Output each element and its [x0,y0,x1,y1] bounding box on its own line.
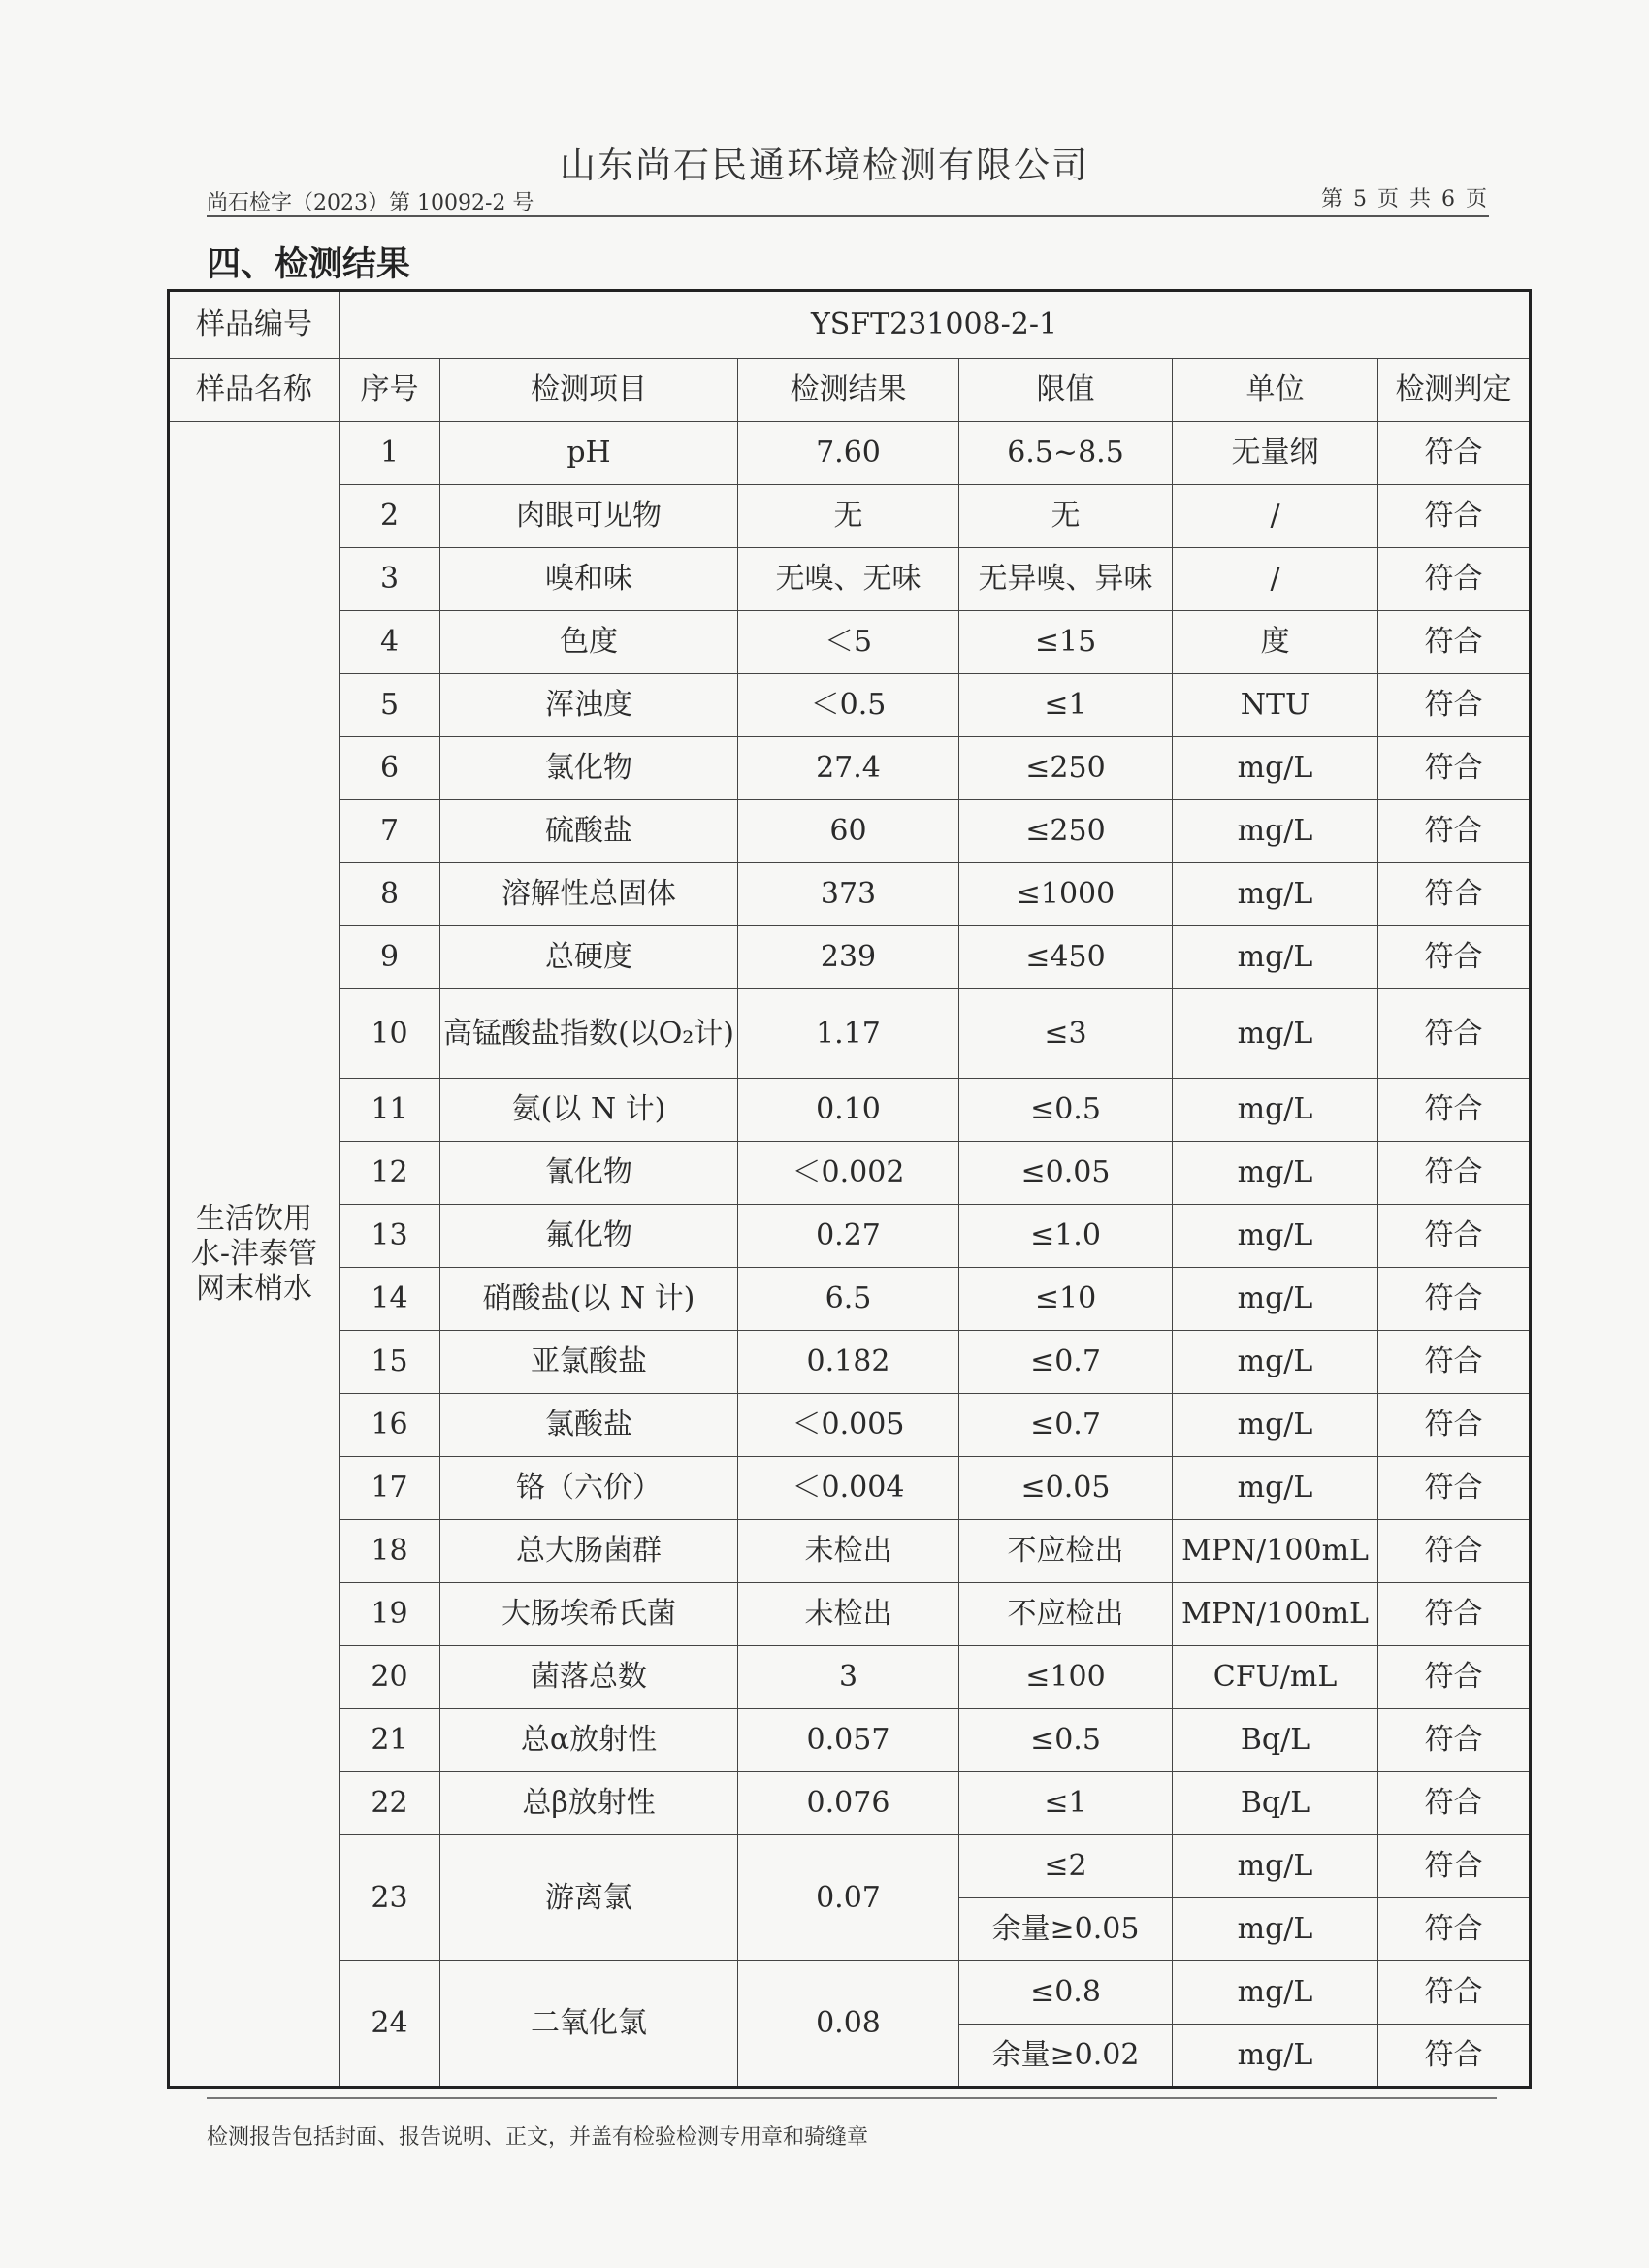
limit-value: ≤0.5 [959,1709,1173,1772]
results-table [167,289,1532,2089]
verdict: 符合 [1378,1079,1531,1142]
limit-value: ≤0.5 [959,1079,1173,1142]
limit-value: ≤0.7 [959,1394,1173,1457]
row-number: 20 [340,1646,440,1709]
sample-name-text: 生活饮用水-沣泰管网末梢水 [190,1201,318,1306]
row-number: 2 [340,485,440,548]
table-row [169,1709,1531,1772]
verdict: 符合 [1378,1709,1531,1772]
row-number: 23 [340,1835,440,1961]
test-result: 0.07 [738,1835,959,1961]
table-row [169,1772,1531,1835]
test-result: 6.5 [738,1268,959,1331]
test-result: ＜0.005 [738,1394,959,1457]
test-item: 嗅和味 [440,548,738,611]
sample-id-value: YSFT231008-2-1 [340,291,1531,359]
table-row [169,1079,1531,1142]
row-number: 7 [340,800,440,863]
test-item: 氰化物 [440,1142,738,1205]
test-item: 硝酸盐(以 N 计) [440,1268,738,1331]
verdict: 符合 [1378,926,1531,989]
limit-value: ≤1 [959,674,1173,737]
column-header: 检测结果 [738,359,959,422]
verdict: 符合 [1378,674,1531,737]
row-number: 12 [340,1142,440,1205]
unit: mg/L [1173,1079,1378,1142]
sample-id-row [169,291,1531,359]
test-result: ＜5 [738,611,959,674]
limit-value: ≤250 [959,800,1173,863]
table-row [169,548,1531,611]
unit: mg/L [1173,1142,1378,1205]
unit: mg/L [1173,2025,1378,2088]
verdict: 符合 [1378,1205,1531,1268]
test-item: 氨(以 N 计) [440,1079,738,1142]
row-number: 11 [340,1079,440,1142]
unit: mg/L [1173,1268,1378,1331]
test-result: 0.076 [738,1772,959,1835]
test-result: 0.057 [738,1709,959,1772]
limit-value: ≤0.05 [959,1457,1173,1520]
unit: / [1173,485,1378,548]
verdict: 符合 [1378,485,1531,548]
unit: mg/L [1173,863,1378,926]
test-item: 二氧化氯 [440,1961,738,2088]
unit: CFU/mL [1173,1646,1378,1709]
limit-value: ≤250 [959,737,1173,800]
row-number: 13 [340,1205,440,1268]
row-number: 3 [340,548,440,611]
row-number: 17 [340,1457,440,1520]
verdict: 符合 [1378,800,1531,863]
row-number: 8 [340,863,440,926]
unit: MPN/100mL [1173,1520,1378,1583]
verdict: 符合 [1378,1772,1531,1835]
unit: Bq/L [1173,1772,1378,1835]
test-result: 无 [738,485,959,548]
table-row [169,611,1531,674]
test-result: 未检出 [738,1520,959,1583]
footer-divider [207,2097,1497,2099]
column-header: 序号 [340,359,440,422]
table-row [169,422,1531,485]
section-title: 四、检测结果 [207,244,411,284]
table-row [169,800,1531,863]
unit: mg/L [1173,1205,1378,1268]
column-header: 单位 [1173,359,1378,422]
unit: mg/L [1173,926,1378,989]
test-result: 239 [738,926,959,989]
document-number: 尚石检字（2023）第 10092-2 号 [207,191,534,215]
verdict: 符合 [1378,1394,1531,1457]
test-item: 氯酸盐 [440,1394,738,1457]
row-number: 1 [340,422,440,485]
row-number: 24 [340,1961,440,2088]
row-number: 6 [340,737,440,800]
test-result: ＜0.002 [738,1142,959,1205]
verdict: 符合 [1378,1520,1531,1583]
test-result: ＜0.5 [738,674,959,737]
unit: mg/L [1173,800,1378,863]
test-result: ＜0.004 [738,1457,959,1520]
row-number: 16 [340,1394,440,1457]
verdict: 符合 [1378,548,1531,611]
verdict: 符合 [1378,1268,1531,1331]
test-item: 总硬度 [440,926,738,989]
test-result: 60 [738,800,959,863]
table-row [169,926,1531,989]
limit-value: ≤0.8 [959,1961,1173,2025]
unit: mg/L [1173,1331,1378,1394]
row-number: 18 [340,1520,440,1583]
sample-id-label: 样品编号 [169,291,340,359]
company-name: 山东尚石民通环境检测有限公司 [560,145,1089,186]
table-row [169,737,1531,800]
table-row [169,1142,1531,1205]
unit: mg/L [1173,1835,1378,1898]
test-result: 1.17 [738,989,959,1079]
unit: Bq/L [1173,1709,1378,1772]
row-number: 5 [340,674,440,737]
table-row [169,1646,1531,1709]
row-number: 4 [340,611,440,674]
test-item: pH [440,422,738,485]
test-result: 0.10 [738,1079,959,1142]
unit: mg/L [1173,1961,1378,2025]
unit: mg/L [1173,989,1378,1079]
test-item: 溶解性总固体 [440,863,738,926]
table-row [169,1457,1531,1520]
verdict: 符合 [1378,1835,1531,1898]
unit: / [1173,548,1378,611]
limit-value: 无 [959,485,1173,548]
page-info: 第 5 页 共 6 页 [1321,187,1489,211]
table-row [169,1394,1531,1457]
table-row [169,1205,1531,1268]
verdict: 符合 [1378,1898,1531,1961]
limit-value: ≤2 [959,1835,1173,1898]
test-item: 氟化物 [440,1205,738,1268]
test-result: 3 [738,1646,959,1709]
limit-value: ≤450 [959,926,1173,989]
table-row [169,674,1531,737]
unit: mg/L [1173,1457,1378,1520]
test-item: 游离氯 [440,1835,738,1961]
test-result: 0.27 [738,1205,959,1268]
limit-value: 余量≥0.05 [959,1898,1173,1961]
header-divider [207,215,1489,217]
limit-value: 不应检出 [959,1520,1173,1583]
test-item: 硫酸盐 [440,800,738,863]
limit-value: ≤10 [959,1268,1173,1331]
unit: 度 [1173,611,1378,674]
unit: mg/L [1173,1898,1378,1961]
row-number: 10 [340,989,440,1079]
test-item: 总β放射性 [440,1772,738,1835]
verdict: 符合 [1378,1331,1531,1394]
test-result: 未检出 [738,1583,959,1646]
test-result: 0.182 [738,1331,959,1394]
test-item: 浑浊度 [440,674,738,737]
test-item: 色度 [440,611,738,674]
row-number: 14 [340,1268,440,1331]
row-number: 15 [340,1331,440,1394]
test-item: 总α放射性 [440,1709,738,1772]
column-header: 检测项目 [440,359,738,422]
table-row [169,1268,1531,1331]
test-result: 27.4 [738,737,959,800]
row-number: 9 [340,926,440,989]
table-row [169,989,1531,1079]
footer-note: 检测报告包括封面、报告说明、正文，并盖有检验检测专用章和骑缝章 [207,2125,869,2150]
limit-value: ≤0.05 [959,1142,1173,1205]
verdict: 符合 [1378,989,1531,1079]
limit-value: 6.5~8.5 [959,422,1173,485]
verdict: 符合 [1378,1457,1531,1520]
test-item: 总大肠菌群 [440,1520,738,1583]
row-number: 22 [340,1772,440,1835]
limit-value: ≤1 [959,1772,1173,1835]
test-result: 7.60 [738,422,959,485]
limit-value: ≤15 [959,611,1173,674]
column-header: 样品名称 [169,359,340,422]
test-item: 氯化物 [440,737,738,800]
unit: mg/L [1173,737,1378,800]
verdict: 符合 [1378,611,1531,674]
test-item: 肉眼可见物 [440,485,738,548]
verdict: 符合 [1378,1583,1531,1646]
unit: 无量纲 [1173,422,1378,485]
limit-value: ≤3 [959,989,1173,1079]
table-row [169,1583,1531,1646]
limit-value: 不应检出 [959,1583,1173,1646]
limit-value: ≤1.0 [959,1205,1173,1268]
table-row [169,1961,1531,2025]
table-row [169,485,1531,548]
row-number: 19 [340,1583,440,1646]
unit: mg/L [1173,1394,1378,1457]
verdict: 符合 [1378,1646,1531,1709]
verdict: 符合 [1378,737,1531,800]
table-row [169,1520,1531,1583]
column-header: 检测判定 [1378,359,1531,422]
limit-value: 余量≥0.02 [959,2025,1173,2088]
test-result: 0.08 [738,1961,959,2088]
test-item: 铬（六价） [440,1457,738,1520]
test-item: 大肠埃希氏菌 [440,1583,738,1646]
unit: MPN/100mL [1173,1583,1378,1646]
test-result: 无嗅、无味 [738,548,959,611]
column-header-row [169,359,1531,422]
verdict: 符合 [1378,863,1531,926]
table-row [169,1331,1531,1394]
test-item: 菌落总数 [440,1646,738,1709]
verdict: 符合 [1378,1961,1531,2025]
unit: NTU [1173,674,1378,737]
column-header: 限值 [959,359,1173,422]
test-item: 高锰酸盐指数(以O₂计) [440,989,738,1079]
verdict: 符合 [1378,1142,1531,1205]
test-item: 亚氯酸盐 [440,1331,738,1394]
limit-value: 无异嗅、异味 [959,548,1173,611]
sample-name [169,422,340,2088]
row-number: 21 [340,1709,440,1772]
test-result: 373 [738,863,959,926]
limit-value: ≤1000 [959,863,1173,926]
table-row [169,863,1531,926]
verdict: 符合 [1378,422,1531,485]
limit-value: ≤100 [959,1646,1173,1709]
verdict: 符合 [1378,2025,1531,2088]
table-row [169,1835,1531,1898]
limit-value: ≤0.7 [959,1331,1173,1394]
